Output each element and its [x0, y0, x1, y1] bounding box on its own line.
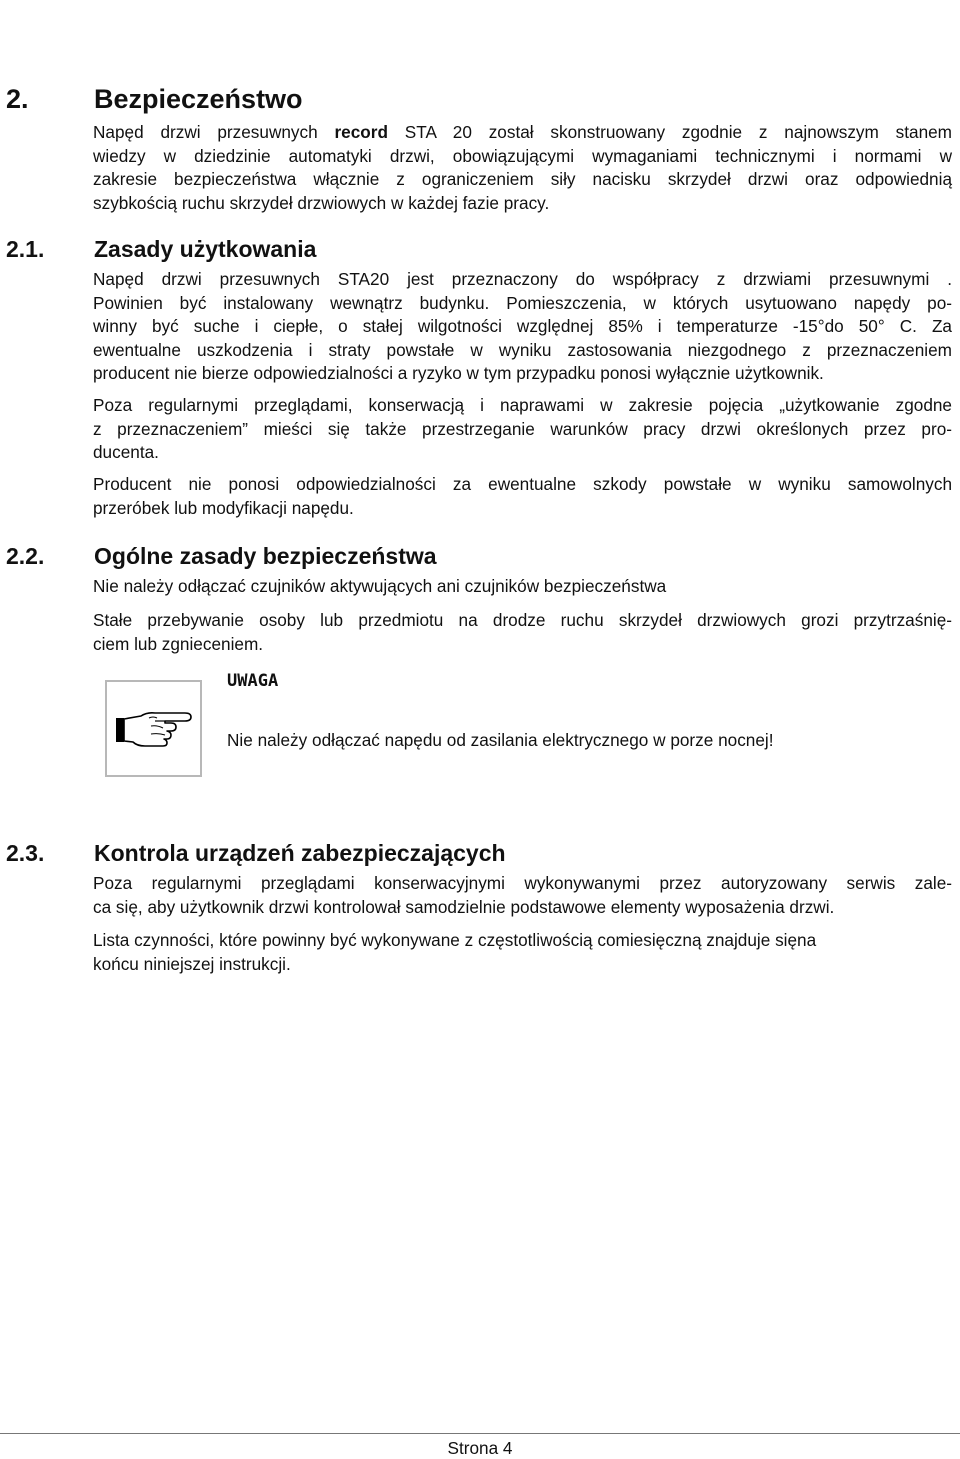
brand-name: record [334, 122, 388, 142]
text-line: Stałe przebywanie osoby lub przedmiotu na drodze ruchu skrzydeł drzwiowych grozi przytrzaśnię- [93, 610, 952, 630]
page-number: Strona 4 [447, 1438, 513, 1458]
section-title: Zasady użytkowania [94, 236, 317, 262]
text-line: Producent nie ponosi odpowiedzialności za ewentualne szkody powstałe w wyniku samowolnych [93, 474, 952, 494]
text-line: Poza regularnymi przeglądami konserwacyjnymi wykonywanymi przez autoryzowany serwis zale- [93, 873, 952, 893]
paragraph [93, 268, 952, 386]
paragraph [93, 872, 952, 919]
text-line: producent nie bierze odpowiedzialności a ryzyko w tym przypadku ponosi wyłącznie użytkownik. [93, 363, 824, 383]
text-line: przeróbek lub modyfikacji napędu. [93, 497, 354, 518]
paragraph [93, 121, 952, 215]
paragraph [93, 929, 952, 976]
paragraph [93, 575, 952, 599]
section-number: 2.1. [6, 236, 45, 262]
text-line: ciem lub zgnieceniem. [93, 633, 264, 654]
text-line: wiedzy w dziedzinie automatyki drzwi, obowiązującymi wymaganiami technicznymi i normami w [93, 145, 952, 166]
text-span: STA 20 został skonstruowany zgodnie z najnowszym stanem [387, 122, 952, 142]
warning-title: UWAGA [227, 671, 279, 691]
warning-text: Nie należy odłączać napędu od zasilania elektrycznego w porze nocnej! [227, 730, 774, 750]
pointing-hand-icon [107, 682, 200, 775]
text-line: winny być suche i ciepłe, o stałej wilgotności względnej 85% i temperaturze -15°do 50° C. Za [93, 316, 952, 336]
text-line: zakresie bezpieczeństwa włącznie z ograniczeniem siły nacisku skrzydeł drzwi oraz odpowiednią [93, 169, 952, 189]
text-line [93, 121, 952, 145]
paragraph [93, 609, 952, 656]
text-line: z przeznaczeniem” mieści się także przestrzeganie warunków pracy drzwi określonych przez pro- [93, 418, 952, 439]
footer-divider [0, 1433, 960, 1434]
text-line: Poza regularnymi przeglądami, konserwacją i naprawami w zakresie pojęcia „użytkowanie zgodne [93, 395, 952, 415]
text-line: końcu niniejszej instrukcji. [93, 953, 291, 974]
text-line: szybkością ruchu skrzydeł drzwiowych w każdej fazie pracy. [93, 192, 550, 213]
text-line: Powinien być instalowany wewnątrz budynku. Pomieszczenia, w których usytuowano napędy po- [93, 292, 952, 313]
section-number: 2.2. [6, 543, 45, 569]
text-span: Napęd drzwi przesuwnych [93, 122, 335, 142]
text-line: Nie należy odłączać czujników aktywujących ani czujników bezpieczeństwa [93, 576, 667, 596]
text-line: ewentualne uszkodzenia i straty powstałe w wyniku zastosowania niezgodnego z przeznaczeniem [93, 339, 952, 360]
text-line: Lista czynności, które powinny być wykonywane z częstotliwością comiesięczną znajduje sięna [93, 930, 817, 950]
text-line: ducenta. [93, 442, 159, 462]
paragraph [93, 473, 952, 520]
section-title: Bezpieczeństwo [94, 84, 303, 114]
text-line: ca się, aby użytkownik drzwi kontrolował samodzielnie podstawowe elementy wyposażenia drzwi. [93, 896, 835, 917]
section-title: Ogólne zasady bezpieczeństwa [94, 543, 437, 569]
text-line: Napęd drzwi przesuwnych STA20 jest przeznaczony do współpracy z drzwiami przesuwnymi . [93, 269, 952, 289]
section-number: 2.3. [6, 840, 45, 866]
section-title: Kontrola urządzeń zabezpieczających [94, 840, 506, 866]
section-number: 2. [6, 84, 29, 114]
paragraph [93, 394, 952, 465]
warning-icon-box [105, 680, 202, 777]
